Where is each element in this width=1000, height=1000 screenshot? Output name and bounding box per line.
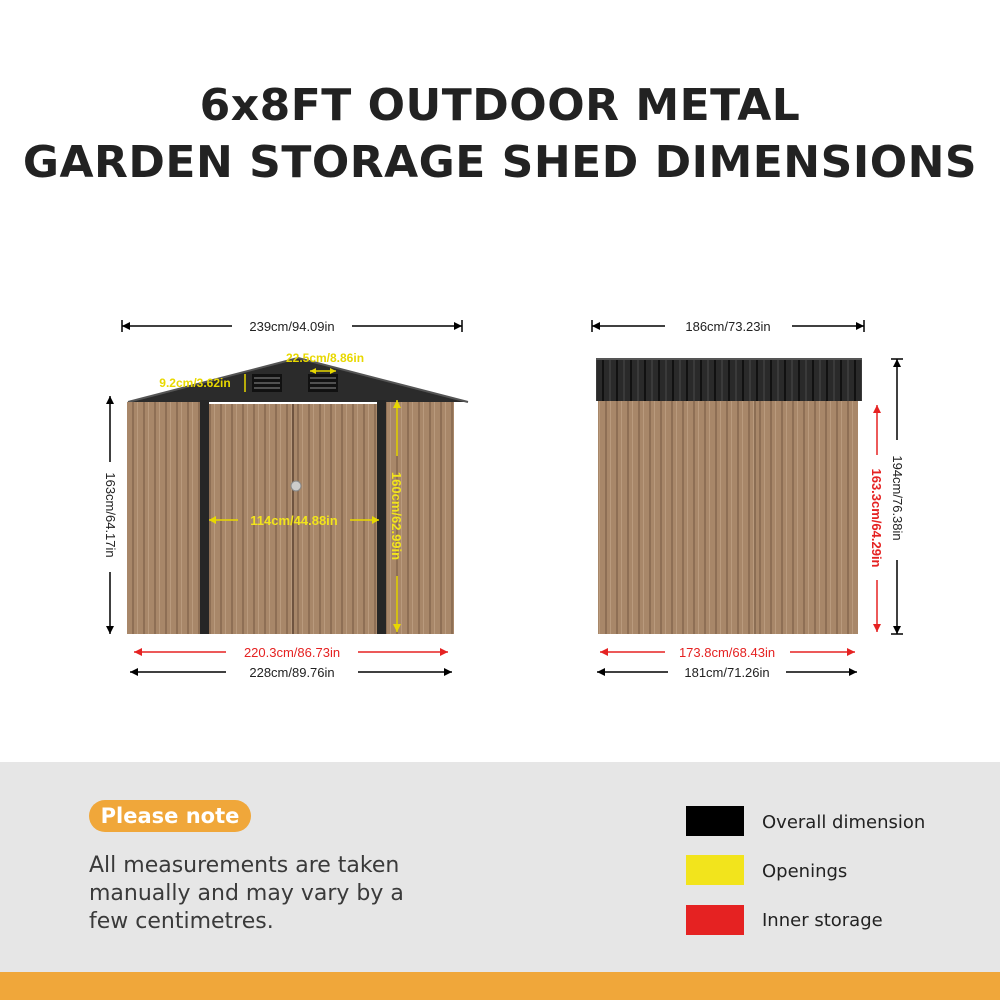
side-roof — [596, 359, 862, 401]
side-roof-depth-label: 186cm/73.23in — [685, 319, 771, 334]
note-text: All measurements are taken manually and may vary by a few centimetres. — [89, 853, 404, 934]
legend-swatch-inner — [686, 905, 744, 935]
legend-label-inner: Inner storage — [762, 910, 883, 931]
side-roof-depth-dim — [592, 319, 864, 334]
side-base-depth-label: 181cm/71.26in — [684, 665, 770, 680]
side-inner-height-dim — [869, 405, 884, 632]
side-base-depth-dim — [597, 665, 857, 680]
side-wall — [598, 401, 858, 634]
bottom-accent-bar — [0, 972, 1000, 1000]
page-title-line-2: GARDEN STORAGE SHED DIMENSIONS — [22, 137, 978, 188]
front-overall-width-label: 239cm/94.09in — [249, 319, 335, 334]
front-base-width-dim — [130, 665, 452, 680]
side-inner-height-label: 163.3cm/64.29in — [869, 468, 884, 568]
door-width-label: 114cm/44.88in — [250, 513, 338, 528]
left-vent — [252, 374, 282, 392]
side-overall-height-label: 194cm/76.38in — [890, 455, 905, 541]
door-height-label: 160cm/62.99in — [389, 471, 404, 561]
front-base-width-label: 228cm/89.76in — [249, 665, 335, 680]
legend-swatch-overall — [686, 806, 744, 836]
front-inner-width-dim — [134, 645, 448, 660]
side-view-shed — [596, 359, 862, 634]
front-wall-height-dim — [102, 396, 118, 634]
front-wall-height-label: 163cm/64.17in — [103, 472, 118, 558]
vent-width-label: 22.5cm/8.86in — [285, 351, 365, 365]
please-note-badge: Please note — [89, 800, 251, 832]
legend-swatch-openings — [686, 855, 744, 885]
right-vent — [308, 374, 338, 392]
front-inner-width-label: 220.3cm/86.73in — [243, 645, 341, 660]
side-inner-depth-dim — [600, 645, 855, 660]
side-overall-height-dim — [890, 359, 905, 634]
legend-label-openings: Openings — [762, 861, 848, 882]
side-inner-depth-label: 173.8cm/68.43in — [678, 645, 776, 660]
front-wall-left — [127, 402, 201, 634]
page-title-line-1: 6x8FT OUTDOOR METAL — [199, 80, 801, 131]
front-view-shed — [127, 358, 468, 634]
front-overall-width-dim — [122, 319, 462, 334]
vent-height-label: 9.2cm/3.62in — [159, 376, 231, 390]
legend-label-overall: Overall dimension — [762, 812, 926, 833]
door-handle-icon — [291, 481, 301, 491]
